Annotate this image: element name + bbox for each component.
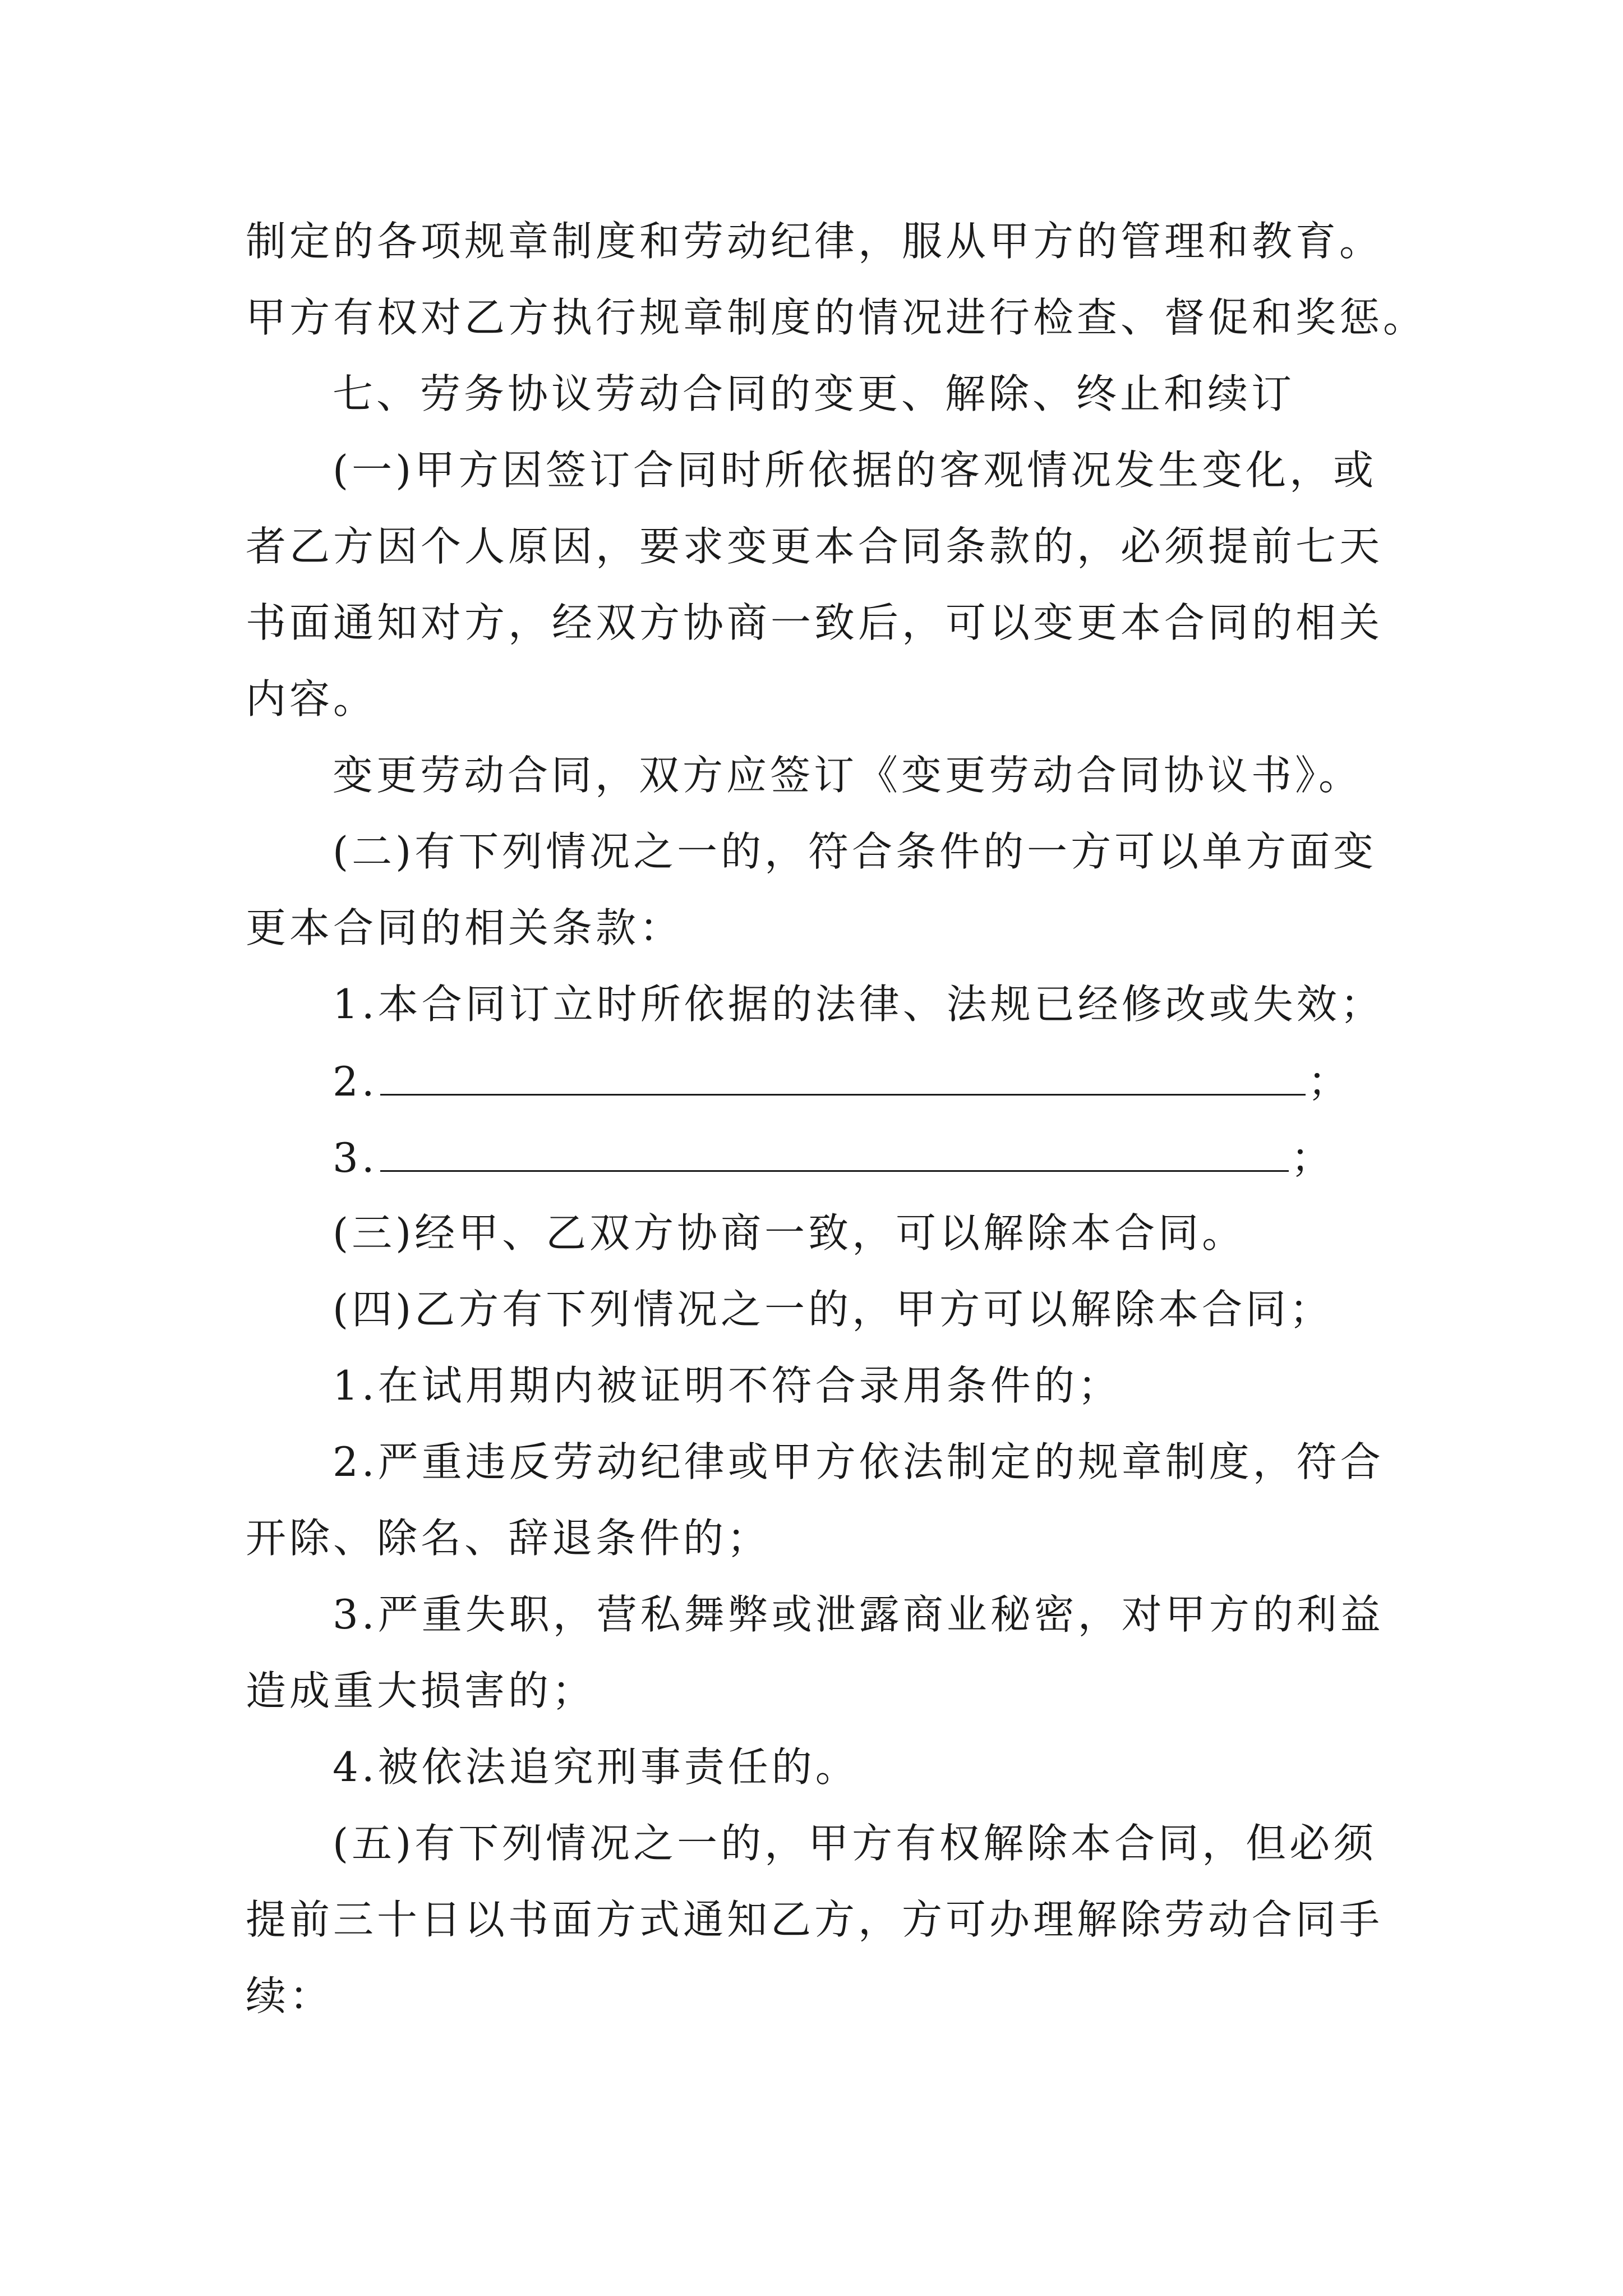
list-end-punct: ； (1290, 1134, 1335, 1181)
text-line: 制定的各项规章制度和劳动纪律，服从甲方的管理和教育。 (246, 218, 1384, 265)
text-line: (三)经甲、乙双方协商一致，可以解除本合同。 (333, 1209, 1246, 1257)
text-line: 造成重大损害的； (246, 1667, 596, 1714)
list-number: 2. (333, 1058, 378, 1105)
text-line: (二)有下列情况之一的，符合条件的一方可以单方面变 (333, 828, 1377, 875)
text-line: 书面通知对方，经双方协商一致后，可以变更本合同的相关 (246, 599, 1384, 646)
list-item: 2.严重违反劳动纪律或甲方依法制定的规章制度，符合 (333, 1438, 1384, 1485)
text-line: (一)甲方因签订合同时所依据的客观情况发生变化，或 (333, 447, 1377, 494)
fill-in-blank (380, 1052, 1306, 1096)
list-end-punct: ； (1307, 1058, 1352, 1105)
section-heading: 七、劳务协议劳动合同的变更、解除、终止和续订 (333, 370, 1295, 417)
text-line: (四)乙方有下列情况之一的，甲方可以解除本合同； (333, 1286, 1334, 1333)
text-line: 更本合同的相关条款： (246, 904, 684, 951)
text-line: 开除、除名、辞退条件的； (246, 1515, 771, 1562)
list-item: 1.在试用期内被证明不符合录用条件的； (333, 1362, 1122, 1409)
list-item: 3.严重失职，营私舞弊或泄露商业秘密，对甲方的利益 (333, 1591, 1384, 1638)
fill-in-blank (380, 1129, 1289, 1172)
list-number: 3. (333, 1134, 378, 1181)
text-line: 提前三十日以书面方式通知乙方，方可办理解除劳动合同手 (246, 1896, 1384, 1943)
text-line: 变更劳动合同，双方应签订《变更劳动合同协议书》。 (333, 752, 1363, 799)
list-item: 4.被依法追究刑事责任的。 (333, 1743, 859, 1791)
blank-list-item (333, 1129, 1335, 1186)
text-line: (五)有下列情况之一的，甲方有权解除本合同，但必须 (333, 1820, 1377, 1867)
text-line: 者乙方因个人原因，要求变更本合同条款的，必须提前七天 (246, 523, 1384, 570)
text-line: 内容。 (246, 675, 377, 723)
text-line: 甲方有权对乙方执行规章制度的情况进行检查、督促和奖惩。 (246, 294, 1427, 341)
text-line: 续： (246, 1972, 334, 2019)
blank-list-item (333, 1052, 1352, 1110)
list-item: 1.本合同订立时所依据的法律、法规已经修改或失效； (333, 981, 1384, 1028)
